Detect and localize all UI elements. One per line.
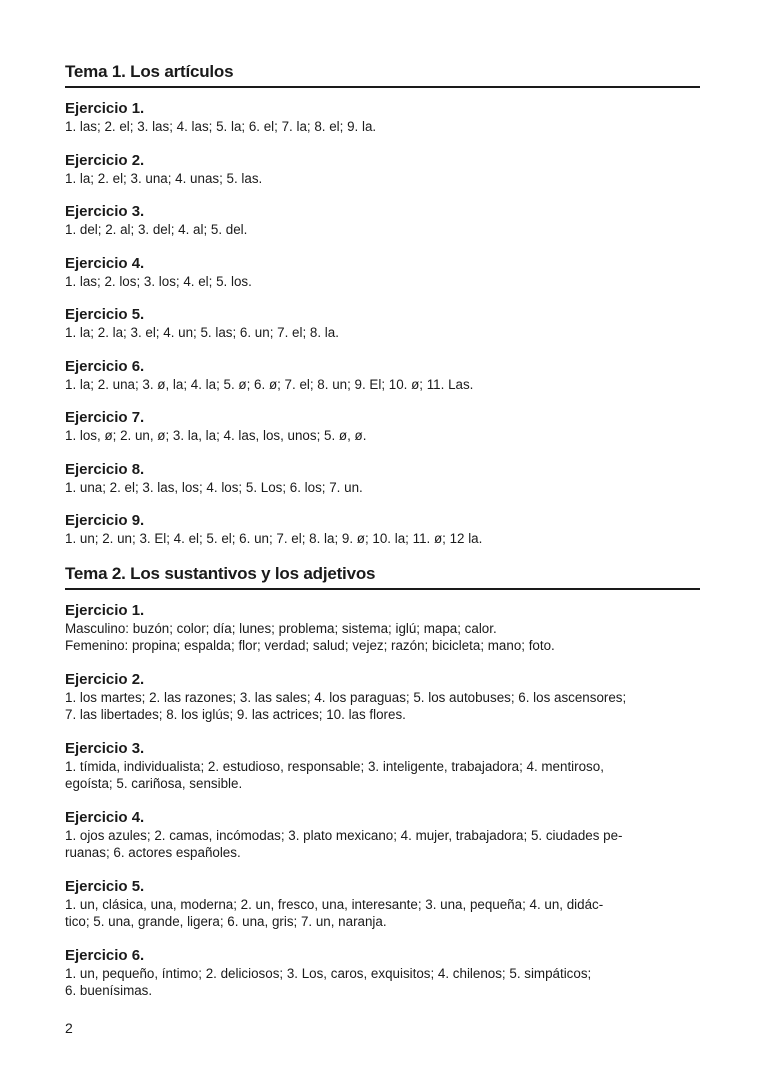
tema-2-section: [65, 564, 700, 1000]
ejercicio-title: Ejercicio 6.: [65, 946, 145, 964]
ejercicio-block: [65, 306, 700, 342]
ejercicio-title: Ejercicio 4.: [65, 808, 145, 826]
ejercicio-answer-line: 1. la; 2. el; 3. una; 4. unas; 5. las.: [65, 170, 263, 186]
ejercicio-title: Ejercicio 1.: [65, 100, 145, 117]
ejercicio-title: Ejercicio 5.: [65, 877, 145, 895]
ejercicio-answer-line: 1. la; 2. una; 3. ø, la; 4. la; 5. ø; 6. ø; 7. el; 8. un; 9. El; 10. ø; 11. Las.: [65, 376, 474, 392]
ejercicio-block: [65, 947, 700, 1000]
ejercicio-block: [65, 255, 700, 291]
ejercicio-title: Ejercicio 3.: [65, 739, 145, 757]
ejercicio-title: Ejercicio 7.: [65, 409, 145, 426]
ejercicio-answer-line: ruanas; 6. actores españoles.: [65, 845, 241, 860]
ejercicio-block: [65, 409, 700, 445]
ejercicio-answer-line: 1. un, pequeño, íntimo; 2. deliciosos; 3. Los, caros, exquisitos; 4. chilenos; 5. simpáticos;: [65, 965, 592, 981]
ejercicio-answer-line: 1. los, ø; 2. un, ø; 3. la, la; 4. las, los, unos; 5. ø, ø.: [65, 428, 367, 443]
ejercicio-block: [65, 100, 700, 136]
ejercicio-title: Ejercicio 4.: [65, 254, 145, 272]
ejercicio-answer-line: 1. las; 2. el; 3. las; 4. las; 5. la; 6. el; 7. la; 8. el; 9. la.: [65, 119, 377, 134]
ejercicio-title: Ejercicio 2.: [65, 151, 145, 169]
ejercicio-answer-line: 1. la; 2. la; 3. el; 4. un; 5. las; 6. un; 7. el; 8. la.: [65, 325, 339, 340]
ejercicio-answer-line: Masculino: buzón; color; día; lunes; problema; sistema; iglú; mapa; calor.: [65, 620, 497, 636]
tema-title: Tema 1. Los artículos: [65, 62, 700, 88]
ejercicio-title: Ejercicio 2.: [65, 670, 145, 688]
ejercicio-answer-line: 1. una; 2. el; 3. las, los; 4. los; 5. Los; 6. los; 7. un.: [65, 479, 363, 495]
ejercicio-title: Ejercicio 1.: [65, 601, 145, 619]
ejercicio-block: [65, 461, 700, 497]
ejercicio-answer-line: Femenino: propina; espalda; flor; verdad; salud; vejez; razón; bicicleta; mano; foto.: [65, 638, 555, 653]
ejercicio-answer-line: 6. buenísimas.: [65, 983, 153, 998]
ejercicio-title: Ejercicio 8.: [65, 460, 145, 478]
ejercicio-answer-line: 1. tímida, individualista; 2. estudioso, responsable; 3. inteligente, trabajadora; 4. mentiroso,: [65, 758, 604, 774]
answer-key-page: [65, 62, 700, 1016]
ejercicio-answer-line: 7. las libertades; 8. los iglús; 9. las actrices; 10. las flores.: [65, 707, 406, 722]
ejercicio-list: [65, 602, 700, 1000]
ejercicio-answer-line: 1. los martes; 2. las razones; 3. las sales; 4. los paraguas; 5. los autobuses; 6. los ascensores;: [65, 689, 627, 705]
ejercicio-answer-line: 1. del; 2. al; 3. del; 4. al; 5. del.: [65, 222, 248, 237]
ejercicio-block: [65, 878, 700, 931]
ejercicio-block: [65, 152, 700, 188]
ejercicio-answer-line: 1. las; 2. los; 3. los; 4. el; 5. los.: [65, 273, 252, 289]
ejercicio-block: [65, 602, 700, 655]
ejercicio-answer-line: egoísta; 5. cariñosa, sensible.: [65, 776, 243, 791]
ejercicio-block: [65, 809, 700, 862]
tema-title: Tema 2. Los sustantivos y los adjetivos: [65, 564, 700, 590]
ejercicio-block: [65, 203, 700, 239]
ejercicio-answer-line: 1. un, clásica, una, moderna; 2. un, fresco, una, interesante; 3. una, pequeña; 4. un, didác-: [65, 896, 604, 912]
ejercicio-block: [65, 512, 700, 548]
page-number: 2: [65, 1020, 73, 1036]
ejercicio-block: [65, 671, 700, 724]
ejercicio-title: Ejercicio 3.: [65, 203, 145, 220]
ejercicio-block: [65, 740, 700, 793]
ejercicio-answer-line: 1. ojos azules; 2. camas, incómodas; 3. plato mexicano; 4. mujer, trabajadora; 5. ciudades pe-: [65, 827, 623, 843]
ejercicio-title: Ejercicio 5.: [65, 306, 145, 323]
tema-1-section: [65, 62, 700, 548]
ejercicio-answer-line: tico; 5. una, grande, ligera; 6. una, gris; 7. un, naranja.: [65, 914, 387, 929]
ejercicio-title: Ejercicio 9.: [65, 512, 145, 529]
ejercicio-title: Ejercicio 6.: [65, 357, 145, 375]
ejercicio-block: [65, 358, 700, 394]
ejercicio-list: [65, 100, 700, 548]
ejercicio-answer-line: 1. un; 2. un; 3. El; 4. el; 5. el; 6. un; 7. el; 8. la; 9. ø; 10. la; 11. ø; 12 la.: [65, 531, 483, 546]
